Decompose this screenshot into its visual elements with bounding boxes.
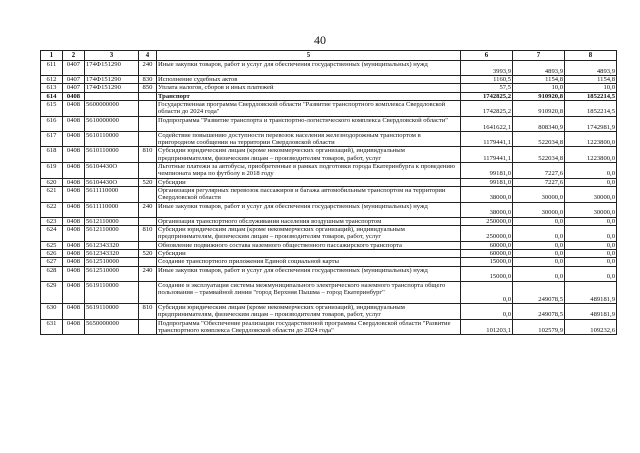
row-number-cell: 620 bbox=[41, 178, 63, 186]
amount-cell-6: 1179441,1 bbox=[461, 131, 513, 147]
amount-cell-7: 910920,8 bbox=[513, 101, 565, 117]
table-body bbox=[41, 61, 617, 335]
section-code-cell: 0408 bbox=[63, 147, 85, 163]
section-code-cell: 0407 bbox=[63, 84, 85, 92]
amount-cell-8: 0,0 bbox=[565, 249, 617, 257]
amount-cell-7: 808340,9 bbox=[513, 116, 565, 131]
item-name-cell: Создание и эксплуатация системы межмуниципального электрического наземного транспорта общего пользования – трамвайной линии "город Верхняя Пышма – город Екатеринбург" bbox=[157, 281, 461, 304]
expense-type-cell: 520 bbox=[139, 178, 157, 186]
section-code-cell: 0408 bbox=[63, 281, 85, 304]
table-row bbox=[41, 178, 617, 186]
row-number-cell: 623 bbox=[41, 217, 63, 225]
target-code-cell: 5612510000 bbox=[85, 258, 139, 266]
row-number-cell: 624 bbox=[41, 226, 63, 242]
section-code-cell: 0408 bbox=[63, 217, 85, 225]
item-name-cell: Подпрограмма "Обеспечение реализации государственной программы Свердловской области "Развитие транспортного комплекса Свердловской области до 2024 года" bbox=[157, 319, 461, 335]
section-code-cell: 0408 bbox=[63, 131, 85, 147]
expense-type-cell: 520 bbox=[139, 249, 157, 257]
amount-cell-8: 1223800,0 bbox=[565, 147, 617, 163]
header-cell: 8 bbox=[565, 51, 617, 61]
section-code-cell: 0407 bbox=[63, 61, 85, 76]
target-code-cell: 174Ф151290 bbox=[85, 76, 139, 84]
row-number-cell: 629 bbox=[41, 281, 63, 304]
expense-type-cell: 810 bbox=[139, 147, 157, 163]
amount-cell-6: 99181,0 bbox=[461, 178, 513, 186]
table-row bbox=[41, 163, 617, 179]
row-number-cell: 611 bbox=[41, 61, 63, 76]
amount-cell-8: 1154,8 bbox=[565, 76, 617, 84]
amount-cell-7: 0,0 bbox=[513, 226, 565, 242]
item-name-cell: Субсидии юридическим лицам (кроме некоммерческих организаций), индивидуальным предпринимателям, физическим лицам – производителям товаров, работ, услуг bbox=[157, 147, 461, 163]
amount-cell-8: 10,0 bbox=[565, 84, 617, 92]
table-row bbox=[41, 186, 617, 202]
amount-cell-6: 38000,0 bbox=[461, 202, 513, 217]
item-name-cell: Создание транспортного приложения Единой социальной карты bbox=[157, 258, 461, 266]
row-number-cell: 626 bbox=[41, 249, 63, 257]
expense-type-cell: 240 bbox=[139, 61, 157, 76]
expense-type-cell bbox=[139, 101, 157, 117]
table-row bbox=[41, 147, 617, 163]
row-number-cell: 614 bbox=[41, 92, 63, 100]
expense-type-cell bbox=[139, 92, 157, 100]
amount-cell-7: 4893,9 bbox=[513, 61, 565, 76]
amount-cell-7: 102579,9 bbox=[513, 319, 565, 335]
item-name-cell: Субсидии юридическим лицам (кроме некоммерческих организаций), индивидуальным предпринимателям, физическим лицам – производителям товаров, работ, услуг bbox=[157, 226, 461, 242]
item-name-cell: Обновление подвижного состава наземного общественного пассажирского транспорта bbox=[157, 241, 461, 249]
amount-cell-7: 10,0 bbox=[513, 84, 565, 92]
expense-type-cell: 830 bbox=[139, 76, 157, 84]
section-code-cell: 0408 bbox=[63, 226, 85, 242]
row-number-cell: 615 bbox=[41, 101, 63, 117]
table-row bbox=[41, 116, 617, 131]
section-code-cell: 0408 bbox=[63, 266, 85, 281]
section-code-cell: 0408 bbox=[63, 101, 85, 117]
target-code-cell: 5612343320 bbox=[85, 241, 139, 249]
item-name-cell: Субсидии юридическим лицам (кроме некоммерческих организаций), индивидуальным предпринимателям, физическим лицам – производителям товаров, работ, услуг bbox=[157, 304, 461, 320]
amount-cell-6: 99181,0 bbox=[461, 163, 513, 179]
amount-cell-8: 1852214,5 bbox=[565, 92, 617, 100]
section-code-cell: 0408 bbox=[63, 92, 85, 100]
target-code-cell: 5619110000 bbox=[85, 281, 139, 304]
amount-cell-8: 489181,9 bbox=[565, 281, 617, 304]
expense-type-cell bbox=[139, 319, 157, 335]
amount-cell-6: 0,0 bbox=[461, 281, 513, 304]
table-row bbox=[41, 304, 617, 320]
amount-cell-8: 0,0 bbox=[565, 217, 617, 225]
amount-cell-7: 249078,5 bbox=[513, 304, 565, 320]
item-name-cell: Организация транспортного обслуживания населения воздушным транспортом bbox=[157, 217, 461, 225]
item-name-cell: Исполнение судебных актов bbox=[157, 76, 461, 84]
amount-cell-7: 7227,6 bbox=[513, 163, 565, 179]
budget-table bbox=[40, 50, 617, 335]
item-name-cell: Государственная программа Свердловской области "Развитие транспортного комплекса Свердловской области до 2024 года" bbox=[157, 101, 461, 117]
target-code-cell: 5600000000 bbox=[85, 101, 139, 117]
row-number-cell: 630 bbox=[41, 304, 63, 320]
target-code-cell: 5612110000 bbox=[85, 217, 139, 225]
header-cell: 4 bbox=[139, 51, 157, 61]
amount-cell-7: 0,0 bbox=[513, 258, 565, 266]
row-number-cell: 622 bbox=[41, 202, 63, 217]
amount-cell-6: 1742825,2 bbox=[461, 92, 513, 100]
row-number-cell: 625 bbox=[41, 241, 63, 249]
amount-cell-6: 38000,0 bbox=[461, 186, 513, 202]
table-row bbox=[41, 76, 617, 84]
item-name-cell: Уплата налогов, сборов и иных платежей bbox=[157, 84, 461, 92]
amount-cell-8: 30000,0 bbox=[565, 202, 617, 217]
target-code-cell: 5612510000 bbox=[85, 266, 139, 281]
header-cell: 7 bbox=[513, 51, 565, 61]
expense-type-cell: 240 bbox=[139, 202, 157, 217]
table-row bbox=[41, 281, 617, 304]
table-header-row bbox=[41, 51, 617, 61]
target-code-cell bbox=[85, 92, 139, 100]
expense-type-cell bbox=[139, 131, 157, 147]
amount-cell-6: 57,5 bbox=[461, 84, 513, 92]
amount-cell-7: 522034,8 bbox=[513, 131, 565, 147]
amount-cell-6: 3993,9 bbox=[461, 61, 513, 76]
table-row bbox=[41, 226, 617, 242]
section-code-cell: 0408 bbox=[63, 178, 85, 186]
amount-cell-6: 15000,0 bbox=[461, 266, 513, 281]
section-code-cell: 0408 bbox=[63, 163, 85, 179]
amount-cell-8: 0,0 bbox=[565, 178, 617, 186]
amount-cell-6: 0,0 bbox=[461, 304, 513, 320]
target-code-cell: 5610000000 bbox=[85, 116, 139, 131]
amount-cell-8: 1223800,0 bbox=[565, 131, 617, 147]
expense-type-cell: 850 bbox=[139, 84, 157, 92]
table-row bbox=[41, 249, 617, 257]
target-code-cell: 5610110000 bbox=[85, 147, 139, 163]
amount-cell-7: 249078,5 bbox=[513, 281, 565, 304]
amount-cell-8: 0,0 bbox=[565, 241, 617, 249]
section-code-cell: 0408 bbox=[63, 241, 85, 249]
row-number-cell: 628 bbox=[41, 266, 63, 281]
row-number-cell: 619 bbox=[41, 163, 63, 179]
target-code-cell: 5611110000 bbox=[85, 186, 139, 202]
item-name-cell: Субсидии bbox=[157, 178, 461, 186]
amount-cell-7: 0,0 bbox=[513, 249, 565, 257]
row-number-cell: 612 bbox=[41, 76, 63, 84]
amount-cell-6: 60000,0 bbox=[461, 241, 513, 249]
expense-type-cell bbox=[139, 217, 157, 225]
row-number-cell: 616 bbox=[41, 116, 63, 131]
table-row bbox=[41, 258, 617, 266]
section-code-cell: 0408 bbox=[63, 249, 85, 257]
amount-cell-6: 60000,0 bbox=[461, 249, 513, 257]
expense-type-cell bbox=[139, 116, 157, 131]
target-code-cell: 5612343320 bbox=[85, 249, 139, 257]
expense-type-cell bbox=[139, 241, 157, 249]
amount-cell-6: 250000,0 bbox=[461, 217, 513, 225]
section-code-cell: 0407 bbox=[63, 76, 85, 84]
section-code-cell: 0408 bbox=[63, 202, 85, 217]
table-row bbox=[41, 101, 617, 117]
amount-cell-8: 0,0 bbox=[565, 266, 617, 281]
item-name-cell: Транспорт bbox=[157, 92, 461, 100]
amount-cell-8: 30000,0 bbox=[565, 186, 617, 202]
target-code-cell: 5610110000 bbox=[85, 131, 139, 147]
section-code-cell: 0408 bbox=[63, 319, 85, 335]
amount-cell-6: 1641622,1 bbox=[461, 116, 513, 131]
target-code-cell: 174Ф151290 bbox=[85, 61, 139, 76]
amount-cell-7: 30000,0 bbox=[513, 186, 565, 202]
amount-cell-8: 0,0 bbox=[565, 226, 617, 242]
header-cell: 6 bbox=[461, 51, 513, 61]
section-code-cell: 0408 bbox=[63, 116, 85, 131]
item-name-cell: Иные закупки товаров, работ и услуг для обеспечения государственных (муниципальных) нужд bbox=[157, 202, 461, 217]
target-code-cell: 174Ф151290 bbox=[85, 84, 139, 92]
amount-cell-6: 1160,5 bbox=[461, 76, 513, 84]
expense-type-cell bbox=[139, 163, 157, 179]
expense-type-cell: 240 bbox=[139, 266, 157, 281]
amount-cell-8: 4893,9 bbox=[565, 61, 617, 76]
row-number-cell: 621 bbox=[41, 186, 63, 202]
amount-cell-8: 0,0 bbox=[565, 258, 617, 266]
amount-cell-6: 1742825,2 bbox=[461, 101, 513, 117]
amount-cell-8: 1742981,9 bbox=[565, 116, 617, 131]
item-name-cell: Содействие повышению доступности перевозок населения железнодорожным транспортом в пригородном сообщении на территории Свердловской области bbox=[157, 131, 461, 147]
item-name-cell: Подпрограмма "Развитие транспорта и транспортно-логистического комплекса Свердловской области" bbox=[157, 116, 461, 131]
table-row bbox=[41, 217, 617, 225]
header-cell: 3 bbox=[85, 51, 139, 61]
expense-type-cell bbox=[139, 258, 157, 266]
header-cell: 2 bbox=[63, 51, 85, 61]
target-code-cell: 5612110000 bbox=[85, 226, 139, 242]
amount-cell-7: 0,0 bbox=[513, 266, 565, 281]
header-cell: 5 bbox=[157, 51, 461, 61]
target-code-cell: 5650000000 bbox=[85, 319, 139, 335]
row-number-cell: 613 bbox=[41, 84, 63, 92]
item-name-cell: Льготные платежи за автобусы, приобретенные в рамках подготовки города Екатеринбурга к проведению чемпионата мира по футболу в 2018 году bbox=[157, 163, 461, 179]
row-number-cell: 617 bbox=[41, 131, 63, 147]
table-row bbox=[41, 202, 617, 217]
row-number-cell: 627 bbox=[41, 258, 63, 266]
amount-cell-8: 1852214,5 bbox=[565, 101, 617, 117]
page-number: 40 bbox=[314, 33, 326, 47]
item-name-cell: Иные закупки товаров, работ и услуг для обеспечения государственных (муниципальных) нужд bbox=[157, 266, 461, 281]
header-cell: 1 bbox=[41, 51, 63, 61]
section-code-cell: 0408 bbox=[63, 304, 85, 320]
amount-cell-7: 7227,6 bbox=[513, 178, 565, 186]
table-row bbox=[41, 131, 617, 147]
amount-cell-6: 1179441,1 bbox=[461, 147, 513, 163]
section-code-cell: 0408 bbox=[63, 258, 85, 266]
amount-cell-8: 0,0 bbox=[565, 163, 617, 179]
table-row bbox=[41, 241, 617, 249]
target-code-cell: 5619110000 bbox=[85, 304, 139, 320]
amount-cell-7: 30000,0 bbox=[513, 202, 565, 217]
target-code-cell: 5611110000 bbox=[85, 202, 139, 217]
section-code-cell: 0408 bbox=[63, 186, 85, 202]
amount-cell-7: 1154,8 bbox=[513, 76, 565, 84]
expense-type-cell bbox=[139, 281, 157, 304]
table-row bbox=[41, 61, 617, 76]
amount-cell-6: 15000,0 bbox=[461, 258, 513, 266]
amount-cell-7: 910920,8 bbox=[513, 92, 565, 100]
amount-cell-7: 0,0 bbox=[513, 217, 565, 225]
table-row bbox=[41, 266, 617, 281]
row-number-cell: 618 bbox=[41, 147, 63, 163]
amount-cell-7: 0,0 bbox=[513, 241, 565, 249]
amount-cell-6: 250000,0 bbox=[461, 226, 513, 242]
table-row bbox=[41, 92, 617, 100]
expense-type-cell: 810 bbox=[139, 226, 157, 242]
amount-cell-6: 101203,1 bbox=[461, 319, 513, 335]
table-row bbox=[41, 319, 617, 335]
target-code-cell: 56104430О bbox=[85, 178, 139, 186]
amount-cell-8: 489181,9 bbox=[565, 304, 617, 320]
item-name-cell: Субсидии bbox=[157, 249, 461, 257]
amount-cell-8: 109232,6 bbox=[565, 319, 617, 335]
table-row bbox=[41, 84, 617, 92]
target-code-cell: 56104430О bbox=[85, 163, 139, 179]
row-number-cell: 631 bbox=[41, 319, 63, 335]
amount-cell-7: 522034,8 bbox=[513, 147, 565, 163]
item-name-cell: Организация регулярных перевозок пассажиров и багажа автомобильным транспортом на территории Свердловской области bbox=[157, 186, 461, 202]
expense-type-cell bbox=[139, 186, 157, 202]
item-name-cell: Иные закупки товаров, работ и услуг для обеспечения государственных (муниципальных) нужд bbox=[157, 61, 461, 76]
expense-type-cell: 810 bbox=[139, 304, 157, 320]
